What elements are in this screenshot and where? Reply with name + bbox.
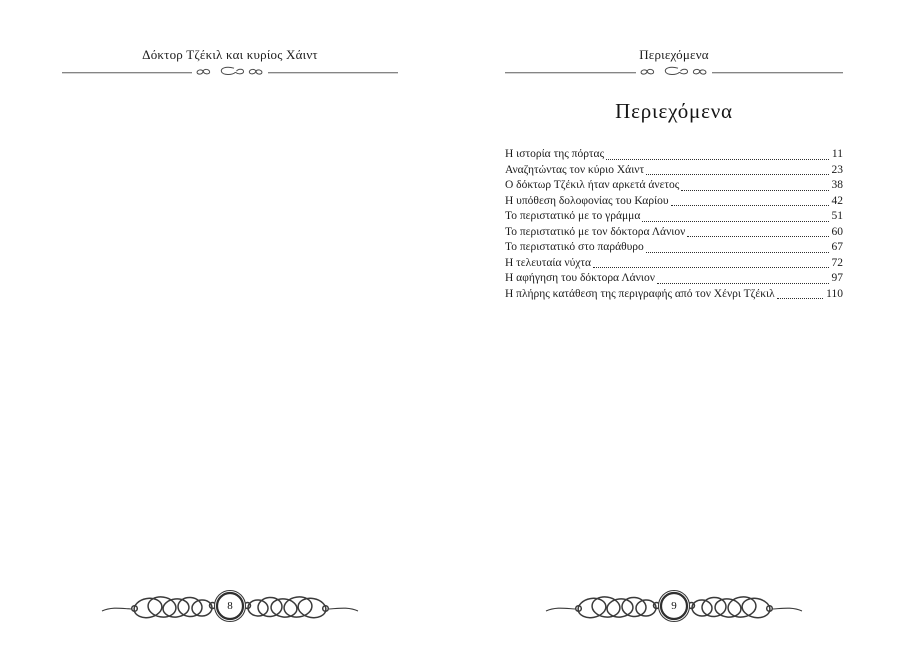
rule-line-left <box>62 72 192 73</box>
right-running-head: Περιεχόμενα <box>639 47 709 62</box>
left-page-number: 8 <box>227 600 233 612</box>
toc-item[interactable] <box>505 194 843 210</box>
toc-item-label: Η πλήρης κατάθεση της περιγραφής από τον Χένρι Τζέκιλ <box>505 287 775 300</box>
toc-item[interactable] <box>505 287 843 303</box>
toc-item-label: Το περιστατικό με τον δόκτορα Λάνιον <box>505 225 686 238</box>
rule-line-left <box>505 72 636 73</box>
toc-dot-leader <box>646 252 829 253</box>
right-page-number: 9 <box>671 600 677 612</box>
toc-item[interactable] <box>505 225 843 241</box>
toc-item-label: Η ιστορία της πόρτας <box>505 148 605 160</box>
rule-swash-icon <box>638 65 710 79</box>
toc-item-page: 60 <box>831 225 843 238</box>
toc-item-page: 110 <box>826 287 843 300</box>
right-header-rule <box>505 65 843 79</box>
toc-item-label: Το περιστατικό με το γράμμα <box>505 210 641 222</box>
toc-dot-leader <box>777 298 823 299</box>
toc-item-page: 11 <box>831 148 843 160</box>
toc-item-page: 97 <box>831 272 843 284</box>
toc-item-label: Η τελευταία νύχτα <box>505 256 592 269</box>
toc-item-page: 38 <box>831 179 843 191</box>
rule-swash-icon <box>194 65 266 79</box>
toc-item[interactable] <box>505 147 843 163</box>
toc-item-page: 72 <box>831 256 843 269</box>
left-footer-flourish <box>100 582 360 630</box>
toc-list <box>505 147 843 302</box>
toc-dot-leader <box>646 174 828 175</box>
toc-item-page: 23 <box>831 163 843 176</box>
toc-item[interactable] <box>505 271 843 287</box>
right-page <box>505 0 843 650</box>
toc-item[interactable] <box>505 163 843 179</box>
toc-item-label: Η υπόθεση δολοφονίας του Καρίου <box>505 194 669 207</box>
contents-title: Περιεχόμενα <box>615 99 733 123</box>
rule-line-right <box>712 72 843 73</box>
toc-item-page: 42 <box>831 194 843 207</box>
toc-dot-leader <box>642 221 828 222</box>
toc-item-label: Η αφήγηση του δόκτορα Λάνιον <box>505 272 655 284</box>
left-running-head: Δόκτορ Τζέκιλ και κυρίος Χάιντ <box>142 47 318 62</box>
toc-dot-leader <box>681 190 828 191</box>
toc-dot-leader <box>606 159 829 160</box>
toc-item-label: Το περιστατικό στο παράθυρο <box>505 241 644 253</box>
toc-dot-leader <box>593 267 828 268</box>
toc-item[interactable] <box>505 178 843 194</box>
left-page <box>62 0 398 650</box>
toc-item[interactable] <box>505 256 843 272</box>
toc-item-page: 51 <box>831 210 843 222</box>
toc-item-page: 67 <box>831 241 843 253</box>
toc-item-label: Ο δόκτωρ Τζέκιλ ήταν αρκετά άνετος <box>505 179 680 191</box>
toc-item-label: Αναζητώντας τον κύριο Χάιντ <box>505 163 645 176</box>
toc-dot-leader <box>657 283 829 284</box>
toc-item[interactable] <box>505 209 843 225</box>
rule-line-right <box>268 72 398 73</box>
toc-item[interactable] <box>505 240 843 256</box>
left-header-rule <box>62 65 398 79</box>
toc-dot-leader <box>687 236 828 237</box>
right-footer-flourish <box>544 582 804 630</box>
toc-dot-leader <box>671 205 829 206</box>
